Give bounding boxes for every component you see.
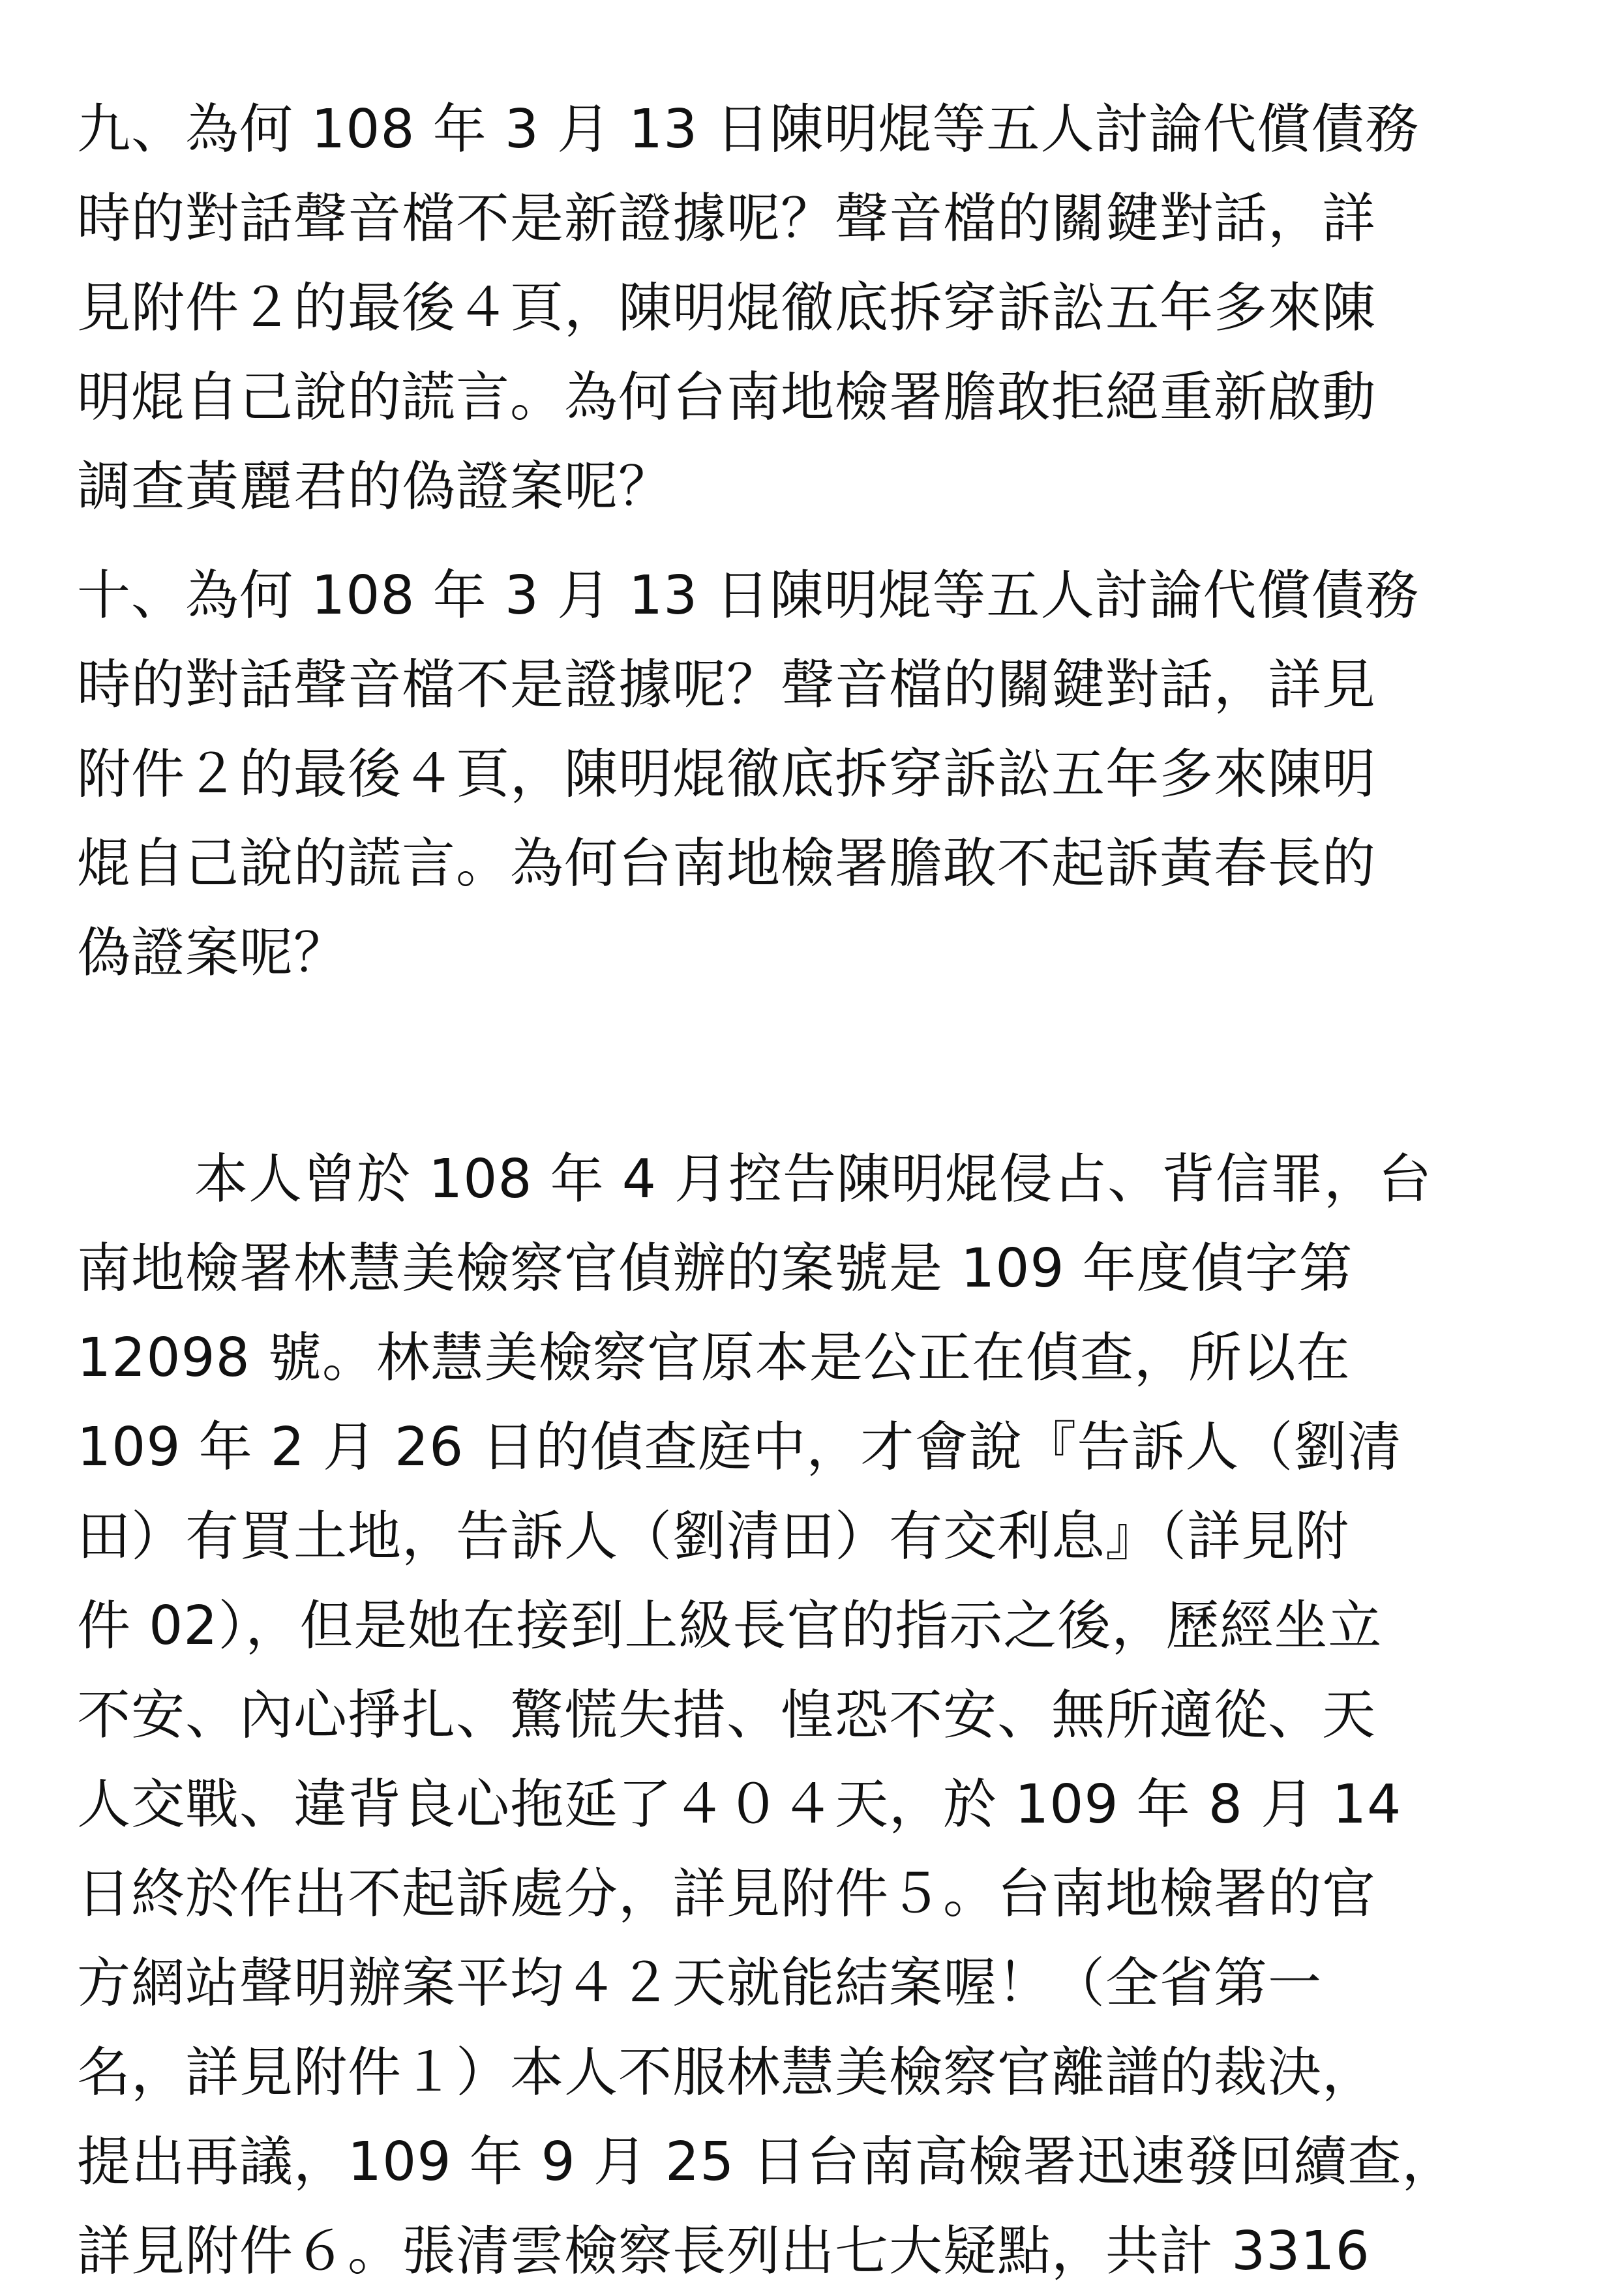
text-line: 名，詳見附件１）本人不服林慧美檢察官離譜的裁決， [77,2042,1377,2104]
body-paragraph [77,1135,1544,2296]
text-line: 不安、內心掙扎、驚慌失措、惶恐不安、無所適從、天 [77,1684,1377,1746]
paragraph-spacer [77,531,1544,551]
text-line: 焜自己說的謊言。為何台南地檢署膽敢不起訴黃春長的 [77,833,1377,895]
text-line: 詳見附件６。張清雲檢察長列出七大疑點，共計 3316 [77,2220,1370,2282]
text-line: 件 02），但是她在接到上級長官的指示之後，歷經坐立 [77,1595,1383,1657]
text-line: 九、為何 108 年 3 月 13 日陳明焜等五人討論代償債務 [77,98,1420,160]
text-line: 方網站聲明辦案平均４２天就能結案喔！（全省第一 [77,1952,1323,2014]
text-line: 見附件２的最後４頁，陳明焜徹底拆穿訴訟五年多來陳 [77,277,1377,339]
paragraph-item-10 [77,551,1544,998]
text-line: 偽證案呢？ [77,922,348,984]
text-line: 十、為何 108 年 3 月 13 日陳明焜等五人討論代償債務 [77,565,1420,627]
text-line: 南地檢署林慧美檢察官偵辦的案號是 109 年度偵字第 [77,1238,1353,1300]
text-line: 提出再議，109 年 9 月 25 日台南高檢署迅速發回續查， [77,2131,1456,2193]
text-line: 12098 號。林慧美檢察官原本是公正在偵查，所以在 [77,1327,1351,1389]
text-line: 109 年 2 月 26 日的偵查庭中，才會說『告訴人（劉清 [77,1416,1402,1478]
text-line: 人交戰、違背良心拖延了４０４天，於 109 年 8 月 14 [77,1774,1402,1836]
text-line: 時的對話聲音檔不是證據呢？聲音檔的關鍵對話，詳見 [77,654,1377,716]
section-spacer [77,998,1544,1135]
text-line: 日終於作出不起訴處分，詳見附件５。台南地檢署的官 [77,1863,1377,1925]
text-line: 時的對話聲音檔不是新證據呢？聲音檔的關鍵對話，詳 [77,188,1377,250]
document-page [77,85,1544,2296]
text-line: 調查黃麗君的偽證案呢？ [77,456,673,518]
text-line: 田）有買土地，告訴人（劉清田）有交利息』（詳見附 [77,1506,1350,1568]
text-line: 附件２的最後４頁，陳明焜徹底拆穿訴訟五年多來陳明 [77,743,1377,805]
text-line: 明焜自己說的謊言。為何台南地檢署膽敢拒絕重新啟動 [77,366,1377,428]
paragraph-item-9 [77,85,1544,531]
text-line: 本人曾於 108 年 4 月控告陳明焜侵占、背信罪，台 [194,1148,1432,1210]
